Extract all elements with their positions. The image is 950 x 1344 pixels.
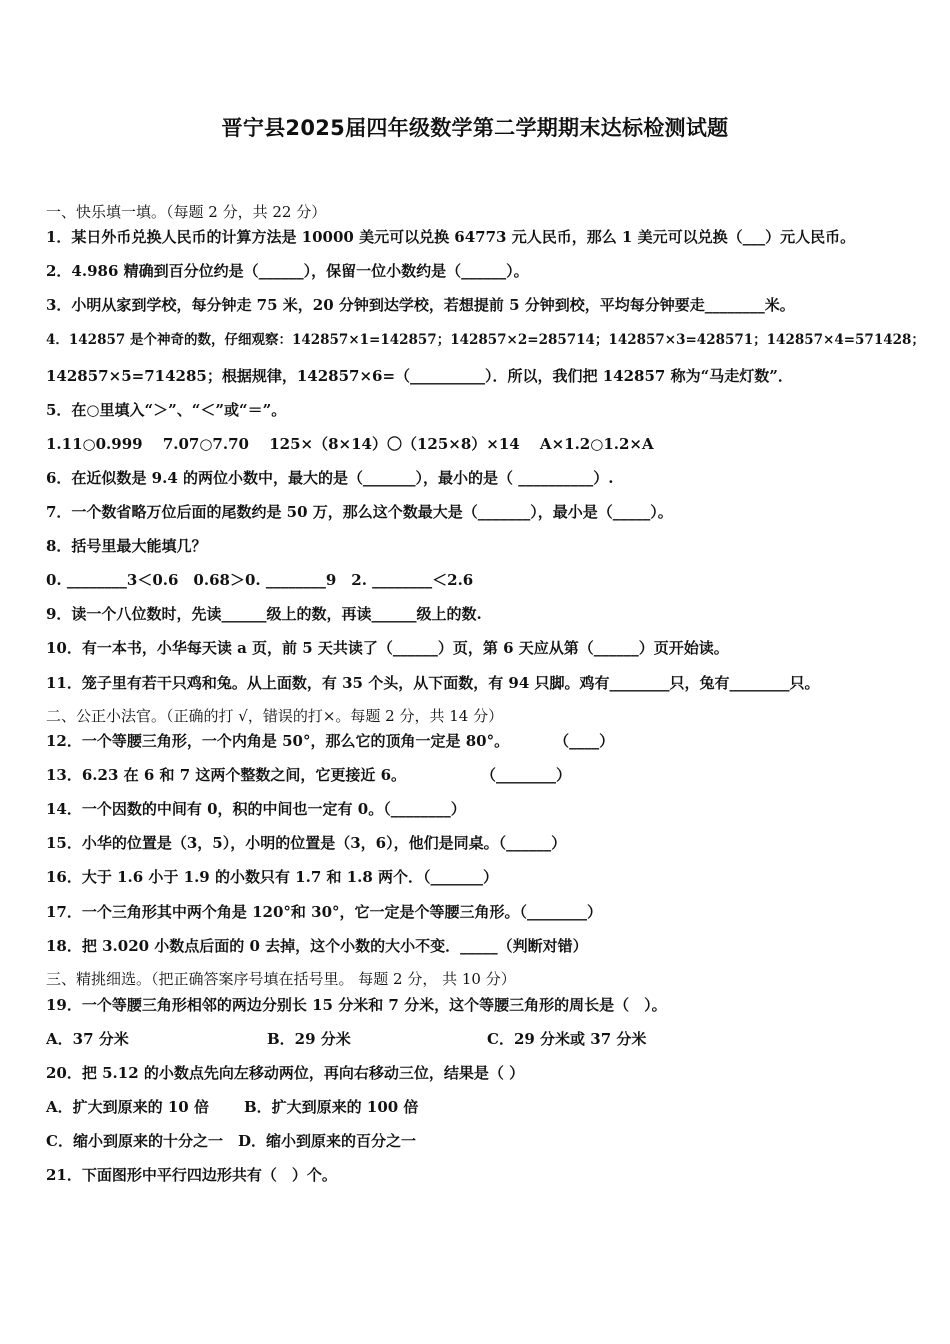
- question-17: 17．一个三角形其中两个角是 120°和 30°，它一定是个等腰三角形。（________）: [46, 903, 603, 921]
- question-5-items: 1.11○0.999 7.07○7.70 125×（8×14）〇（125×8）×14 A×1.2○1.2×A: [46, 435, 654, 453]
- section-heading-3: 三、精挑细选。（把正确答案序号填在括号里。 每题 2 分， 共 10 分）: [46, 970, 516, 988]
- section-heading-1: 一、快乐填一填。（每题 2 分，共 22 分）: [46, 203, 327, 221]
- question-10: 10．有一本书，小华每天读 a 页，前 5 天共读了（______）页，第 6 天应从第（______）页开始读。: [46, 639, 729, 657]
- question-5: 5．在○里填入“＞”、“＜”或“＝”。: [46, 401, 287, 419]
- page-title: 晋宁县2025届四年级数学第二学期期末达标检测试题: [221, 116, 729, 140]
- question-4-cont: 142857×5=714285；根据规律，142857×6=（__________）．所以，我们把 142857 称为“马走灯数”．: [46, 367, 793, 385]
- question-15: 15．小华的位置是（3，5），小明的位置是（3，6），他们是同桌。（______）: [46, 834, 567, 852]
- question-3: 3．小明从家到学校，每分钟走 75 米，20 分钟到达学校，若想提前 5 分钟到校，平均每分钟要走________米。: [46, 296, 795, 314]
- question-6: 6．在近似数是 9.4 的两位小数中，最大的是（_______），最小的是（ __________）.: [46, 469, 614, 487]
- question-1: 1．某日外币兑换人民币的计算方法是 10000 美元可以兑换 64773 元人民币，那么 1 美元可以兑换（___）元人民币。: [46, 228, 856, 246]
- question-12: 12．一个等腰三角形，一个内角是 50°，那么它的顶角一定是 80°。 （____）: [46, 732, 615, 750]
- q20-options-cd: C．缩小到原来的十分之一 D．缩小到原来的百分之一: [46, 1132, 416, 1150]
- q20-option-b: B．扩大到原来的 100 倍: [244, 1098, 419, 1116]
- question-7: 7．一个数省略万位后面的尾数约是 50 万，那么这个数最大是（_______），最小是（_____）。: [46, 503, 673, 521]
- question-13: 13．6.23 在 6 和 7 这两个整数之间，它更接近 6。 （________）: [46, 766, 572, 784]
- q20-option-a: A．扩大到原来的 10 倍: [46, 1098, 209, 1116]
- question-11: 11．笼子里有若干只鸡和兔。从上面数，有 35 个头，从下面数，有 94 只脚。鸡有________只，兔有________只。: [46, 674, 820, 692]
- question-9: 9．读一个八位数时，先读______级上的数，再读______级上的数.: [46, 605, 482, 623]
- q19-option-a: A．37 分米: [46, 1030, 129, 1048]
- question-8: 8．括号里最大能填几？: [46, 537, 207, 555]
- question-20: 20．把 5.12 的小数点先向左移动两位，再向右移动三位，结果是（ ）: [46, 1064, 525, 1082]
- question-21: 21．下面图形中平行四边形共有（ ）个。: [46, 1166, 337, 1184]
- question-8-items: 0. ________3＜0.6 0.68＞0. ________9 2. ________＜2.6: [46, 571, 474, 589]
- section-heading-2: 二、公正小法官。（正确的打 √，错误的打×。每题 2 分，共 14 分）: [46, 707, 504, 725]
- question-16: 16．大于 1.6 小于 1.9 的小数只有 1.7 和 1.8 两个．（_______）: [46, 868, 499, 886]
- question-4: 4．142857 是个神奇的数，仔细观察：142857×1=142857；142857×2=285714；142857×3=428571；142857×4=571428；: [46, 332, 925, 348]
- question-14: 14．一个因数的中间有 0，积的中间也一定有 0。（________）: [46, 800, 466, 818]
- question-19: 19．一个等腰三角形相邻的两边分别长 15 分米和 7 分米，这个等腰三角形的周长是（ ）。: [46, 996, 667, 1014]
- q19-option-c: C．29 分米或 37 分米: [487, 1030, 647, 1048]
- q19-option-b: B．29 分米: [267, 1030, 351, 1048]
- question-2: 2．4.986 精确到百分位约是（______），保留一位小数约是（______）。: [46, 262, 529, 280]
- question-18: 18．把 3.020 小数点后面的 0 去掉，这个小数的大小不变．_____（判断对错）: [46, 937, 588, 955]
